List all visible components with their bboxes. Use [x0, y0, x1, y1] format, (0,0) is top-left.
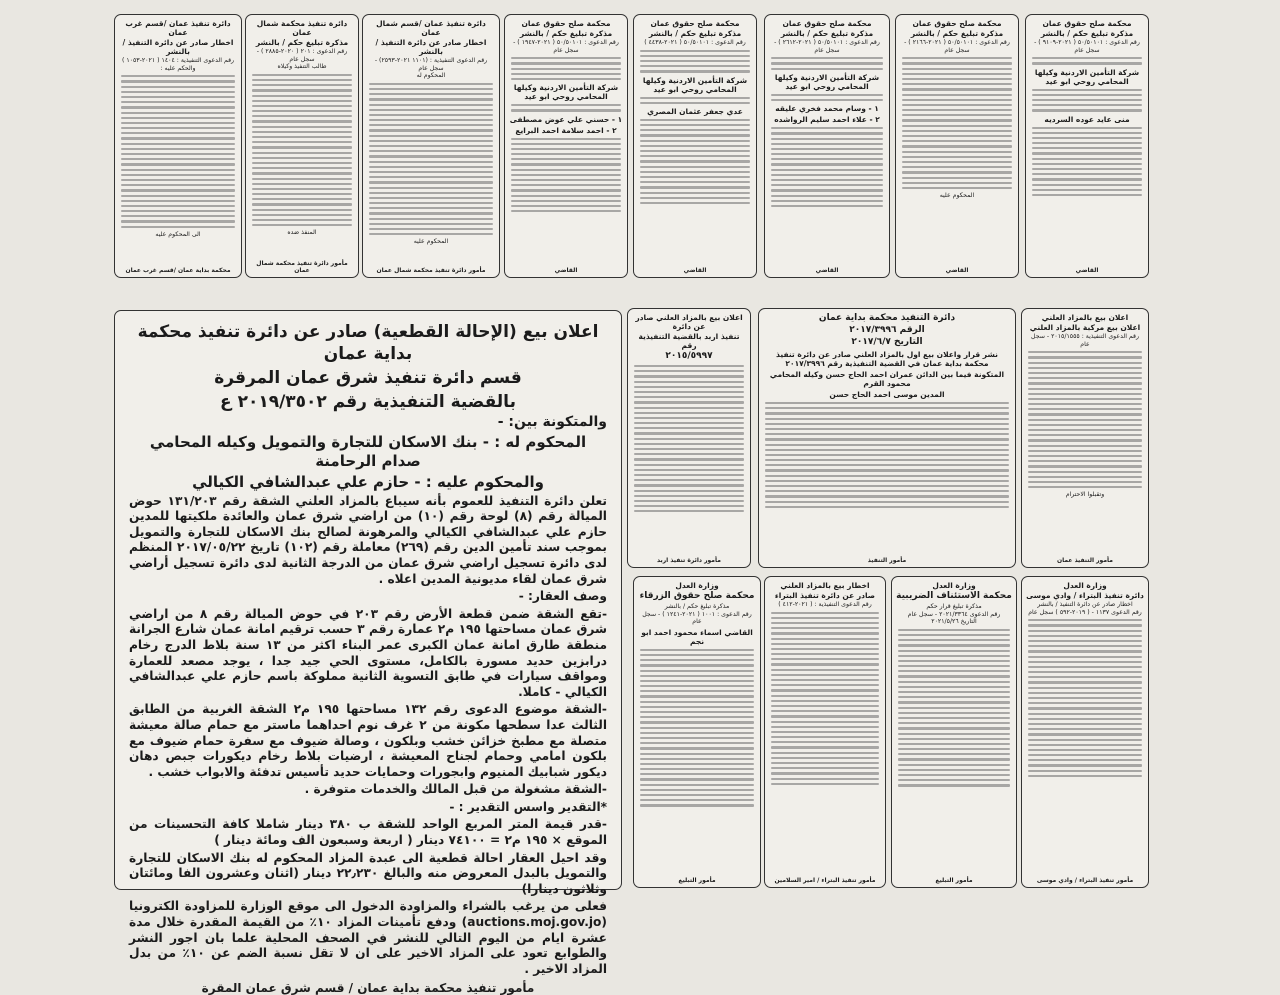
notice-title: اعلان بيع بالمزاد العلني: [1041, 313, 1129, 322]
notice-line: المحكوم عليه: [939, 192, 975, 200]
main-heading: اعلان بيع (الإحالة القطعية) صادر عن دائرة تنفيذ محكمة بداية عمان: [137, 322, 599, 364]
notice-signature: القاضي: [1075, 267, 1099, 274]
main-subheading: قسم دائرة تنفيذ شرق عمان المرقرة: [214, 368, 522, 388]
notice-signature: القاضي: [815, 267, 839, 274]
plaintiff-line: المحكوم له : - بنك الاسكان للتجارة والتمويل وكيله المحامي صدام الرحامنة: [149, 432, 587, 470]
notice-top-1: [114, 14, 242, 278]
case-number: ٢٠١٥/٥٩٩٧: [665, 351, 713, 361]
notice-top-8: [1025, 14, 1149, 278]
body-text: [769, 94, 885, 101]
case-number: رقم الدعوى : ٥٠/٥٠١٠١ ( ٢٠٢١-٩١٠٩ ) - سجل عام: [1034, 39, 1140, 54]
notice-paragraph: فعلى من يرغب بالشراء والمزاودة الدخول الى موقع الوزارة للمزاودة الكترونيا (auctions.moj.gov.jo) ودفع تأمينات المزاد ١٠٪ من القيمة المقدرة خلال مدة عشرة ايام من اليوم التالي للنشر في الصحف المحلية علما بان اجور النشر والطوابع تعود على المزاد الاخير على ان لا تقل نسبة الضم عن ١٠٪ من بدل المزاد الاخير .: [129, 899, 607, 976]
notice-summary: نشر قرار واعلان بيع اول بالمزاد العلني صادر عن دائرة تنفيذ محكمة بداية عمان في القضية التنفيذية رقم ٢٠١٧/٣٩٩٦: [776, 350, 998, 368]
case-number: رقم الدعوى : ٥٠/٥٠١٠١ ( ٢٠٢١-١٩٤٧ ) - سجل عام: [513, 39, 619, 54]
notice-paragraph: -الشقة موضوع الدعوى رقم ١٣٢ مساحتها ١٩٥ م٢ الشقة الغربية من الطابق الثالث عدا سطحها مكونة من ٢ غرف نوم احداهما ماستر مع حمام صالة معيشة متصلة مع مطبخ خزائن خشب وبلكون ، وصالة ضيوف مع سفرة حمام ضيوف مع بلكون امامي وحمام لجناح المعيشة ، ارضيات بلاط رخام ديكورات جبص دهان ديكور شبابيك المنيوم وابجورات وحمايات حديد تأسيس تدفئة والابواب خشب .: [129, 702, 608, 779]
notice-subtitle: اخطار صادر عن دائرة التنفيذ / بالنشر: [375, 38, 487, 56]
notice-title: اعلان بيع بالمزاد العلني صادر عن دائرة: [635, 313, 743, 331]
body-text: [769, 57, 885, 70]
body-text: [250, 74, 354, 227]
body-text: [900, 57, 1014, 189]
body-text: [638, 50, 752, 73]
case-number: رقم الدعوى : ٥٠/٥٠١٠١ ( ٢٠٢١-٢٦١٢ ) - سجل عام: [774, 39, 880, 54]
case-number: رقم الدعوى التنفيذية : (١١٠١ ٢٠٢١-٢٥٩٣) - سجل عام: [374, 57, 488, 72]
notice-subtitle: اخطار صادر عن دائرة التنفيذ / بالنشر: [122, 38, 234, 56]
notice-signature: مأمور التنفيذ عمان: [1056, 557, 1113, 564]
notice-top-5: [633, 14, 757, 278]
notice-zarqa: [633, 576, 761, 888]
notice-line: والحكم عليه :: [160, 64, 196, 72]
notice-title: محكمة صلح حقوق عمان: [912, 19, 1002, 28]
body-text: [638, 97, 752, 104]
notice-paragraph: -قدر قيمة المتر المربع الواحد للشقة ب ٣٨٠ دينار شاملا كافة التحسينات من الموقع × ١٩٥ م٢ = ٧٤١٠٠ دينار ( اربعة وسبعون الف ومائة دينار ): [129, 817, 607, 848]
notice-title: وزارة العدل: [1063, 581, 1107, 590]
plaintiff-name: شركة التأمين الاردنية وكيلها المحامي روحي ابو عيد: [513, 83, 619, 102]
notice-subtitle: مذكرة تبليغ حكم / بالنشر: [780, 29, 874, 38]
notice-title: دائرة تنفيذ عمان /قسم غرب عمان: [125, 19, 231, 37]
defendant-name: ١ - حسني علي عوض مصطفى: [509, 114, 623, 124]
parties-line: المتكونة فيما بين الدائن عمران احمد الحاج حسن وكيله المحامي محمود القرم: [769, 370, 1005, 388]
case-number: رقم الدعوى : ٥٠/٥٠١٠١ ( ٢٠٢١-٤٤٣٨ ): [644, 39, 746, 46]
notice-type: مذكرة تبليغ حكم / بالنشر: [664, 603, 730, 610]
case-number: بالقضية التنفيذية رقم ٢٠١٩/٣٥٠٢ ع: [220, 392, 516, 412]
body-text: [1026, 619, 1144, 777]
property-description-heading: وصف العقار: -: [518, 589, 607, 604]
notice-subtitle: تنفيذ اربد بالقضية التنفيذية رقم: [638, 332, 740, 350]
defendant-name: عدي جعفر عثمان المصري: [647, 106, 743, 116]
notice-line: المنفذ ضده: [287, 229, 317, 237]
plaintiff-name: شركة التأمين الاردنية وكيلها المحامي روحي ابو عيد: [1034, 67, 1140, 86]
body-text: [896, 629, 1012, 787]
body-text: [1030, 89, 1144, 112]
notice-signature: مأمور تنفيذ محكمة بداية عمان / قسم شرق عمان المقرة: [201, 981, 535, 995]
notice-subtitle: مذكرة تبليغ حكم / بالنشر: [910, 29, 1004, 38]
sale-notice-main: [114, 310, 622, 995]
notice-subtitle: محكمة صلح حقوق الزرقاء: [639, 591, 755, 601]
notice-line: طالب التنفيذ وكيلاه: [277, 63, 327, 71]
valuation-heading: *التقدير واسس التقدير : -: [449, 799, 607, 814]
notice-signature: محكمة بداية عمان /قسم غرب عمان: [125, 267, 231, 274]
notice-vehicle-sale: [1021, 308, 1149, 568]
notice-line: الى المحكوم عليه: [155, 230, 201, 238]
notice-subtitle: دائرة تنفيذ البتراء / وادي موسى: [1026, 591, 1144, 600]
debtor-line: المدين موسى احمد الحاج حسن: [829, 390, 945, 399]
body-text: [638, 119, 752, 204]
notice-signature: القاضي: [683, 267, 707, 274]
notice-signature: مأمور التنفيذ: [867, 557, 907, 564]
notice-subtitle: اعلان بيع مركبة بالمزاد العلني: [1029, 323, 1141, 332]
notice-title: دائرة التنفيذ محكمة بداية عمان: [818, 313, 956, 323]
notice-subtitle: مذكرة تبليغ حكم / بالنشر: [519, 29, 613, 38]
notice-subtitle: مذكرة تبليغ حكم / بالنشر: [1040, 29, 1134, 38]
case-number: رقم الدعوى : ١٠٠١ ( ٢٠٢١-١٢٤١ ) - سجل عام: [642, 610, 752, 626]
body-text: [509, 57, 623, 80]
case-number: رقم الدعوى : ٥٠/٥٠١٠١ ( ٢٠٢١-٢١٦٦ ) - سجل عام: [904, 39, 1010, 54]
defendant-name: ٢ - علاء احمد سليم الرواشده: [774, 115, 880, 125]
notice-petra-1: [764, 576, 886, 888]
notice-amman-first-instance: [758, 308, 1016, 568]
body-text: [1026, 351, 1144, 488]
notice-subtitle: مذكرة تبليغ حكم / بالنشر: [648, 29, 742, 38]
notice-title: محكمة صلح حقوق عمان: [650, 19, 740, 28]
notice-signature: مأمور دائرة تنفيذ محكمة شمال عمان: [376, 267, 486, 274]
notice-title: محكمة صلح حقوق عمان: [1042, 19, 1132, 28]
notice-type: اخطار صادر عن دائرة التنفيذ / بالنشر: [1037, 601, 1133, 608]
notice-top-3: [362, 14, 500, 278]
parties-intro: والمتكونة بين: -: [497, 414, 607, 430]
notice-signature: مأمور تنفيذ البتراء / امير السلامين: [774, 877, 876, 884]
case-number: رقم الدعوى التنفيذية : ٢٠١٥/١٥٥٥ - سجل عام: [1031, 333, 1139, 348]
notice-signature: مأمور التبليغ: [935, 877, 973, 884]
body-text: [509, 104, 623, 111]
defendant-name: ٢ - احمد سلامة احمد البرايع: [515, 125, 617, 135]
notice-top-7: [895, 14, 1019, 278]
notice-paragraph: تعلن دائرة التنفيذ للعموم بأنه سيباع بالمزاد العلني الشقة رقم ١٣١/٢٠٣ حوض الميالة رقم (٨) لوحة رقم (١٠) من اراضي شرق عمان والعائدة ملكيتها للمدين حازم علي عبدالشافي الكيالي والمرهونة لصالح بنك الاسكان للتجارة والتمويل بموجب سند تأمين الدين رقم (٢٦٩) معاملة رقم (١٠٢) تاريخ ٢٠١٧/٠٥/٢٢ المنظم لدى دائرة تسجيل اراضي شرق عمان من الدرجة الثانية لدى دائرة تسجيل أراضي شرق عمان لقاء مديونية المدين اعلاه .: [129, 493, 608, 586]
notice-subtitle: محكمة الاستئناف الضريبية: [896, 591, 1012, 601]
body-text: [632, 365, 746, 512]
notice-signature: مأمور دائرة تنفيذ اربد: [657, 557, 721, 564]
notice-top-4: [504, 14, 628, 278]
notice-title: دائرة تنفيذ عمان /قسم شمال عمان: [376, 19, 486, 37]
notice-tax-appeal: [891, 576, 1017, 888]
case-number: الرقم ٢٠١٧/٣٩٩٦: [849, 325, 925, 335]
notice-type: مذكرة تبليغ قرار حكم: [926, 603, 982, 610]
notice-top-2: [245, 14, 359, 278]
notice-title: اخطار بيع بالمزاد العلني: [780, 581, 870, 590]
plaintiff-name: شركة التأمين الاردنية وكيلها المحامي روحي ابو عيد: [774, 72, 880, 91]
notice-top-6: [764, 14, 890, 278]
notice-irbid-sale: [627, 308, 751, 568]
notice-signature: مأمور التبليغ: [678, 877, 716, 884]
notice-signature: مأمور دائرة تنفيذ محكمة شمال عمان: [256, 260, 348, 274]
notice-line: المحكوم له: [416, 72, 446, 80]
notice-line: المحكوم عليه: [413, 238, 449, 246]
notice-line: وتقبلوا الاحترام: [1065, 491, 1105, 499]
case-number: رقم الدعوى ٢٠٢١/٣٣٦٤ - سجل عام: [907, 610, 1001, 618]
body-text: [638, 649, 756, 807]
notice-signature: القاضي: [554, 267, 578, 274]
case-number: رقم الدعوى ١١٣٧ - ( ٢٠١٩-٥٩٢ ) سجل عام: [1028, 608, 1142, 616]
notice-date: التاريخ ٢٠١٧/٦/٧: [851, 337, 923, 347]
defendant-name: منى عايد عوده السرديه: [1044, 114, 1130, 124]
notice-wadi-musa: [1021, 576, 1149, 888]
judge-name: القاضي اسماء محمود احمد ابو نجم: [641, 627, 753, 646]
notice-subtitle: مذكرة تبليغ حكم / بالنشر: [255, 38, 349, 47]
notice-paragraph: وقد احيل العقار احالة قطعية الى عبدة المزاد المحكوم له بنك الاسكان للتجارة والتمويل بالبدل المعروض منه والبالغ ٢٢٫٢٣٠ دينار (اثنان وعشرون الفا ومائتان وثلاثون دينارا): [129, 850, 607, 896]
body-text: [119, 75, 237, 228]
notice-signature: مأمور تنفيذ البتراء / وادي موسى: [1036, 877, 1134, 884]
notice-title: دائرة تنفيذ محكمة شمال عمان: [256, 19, 348, 37]
case-number: رقم الدعوى التنفيذية : ( ٢٠٢١-٤١٢ ): [778, 601, 872, 608]
body-text: [769, 127, 885, 207]
notice-paragraph: -تقع الشقة ضمن قطعة الأرض رقم ٢٠٣ في حوض الميالة رقم ٨ من اراضي شرق عمان مساحتها ١٩٥ م٢ عمارة رقم ٣ حسب ترقيم امانة عمان شارع الجرانة منطقة طارق امانة عمان الكبرى عمر البناء اكثر من ١٣ سنة بلاط الدرج رخام درابزين حديد مسورة بالكامل، مستوى الحي جيد جدا ، يوجد مصعد للعمارة ومواقف سيارات في طابق التسوية الثانية مملوكة باسم حازم علي عبدالشافي الكيالي - كاملا.: [129, 606, 608, 699]
body-text: [367, 83, 495, 236]
body-text: [1030, 57, 1144, 64]
body-text: [509, 138, 623, 213]
notice-title: وزارة العدل: [932, 581, 976, 590]
body-text: [769, 612, 881, 785]
defendant-name: ١ - وسام محمد فخري عليقه: [775, 104, 879, 114]
notice-title: محكمة صلح حقوق عمان: [782, 19, 872, 28]
notice-date: التاريخ ٢٠٢١/٥/٢٦: [931, 618, 977, 626]
defendant-line: والمحكوم عليه : - حازم علي عبدالشافي الكيالي: [192, 472, 544, 491]
notice-subtitle: صادر عن دائرة تنفيذ البتراء: [774, 591, 876, 600]
body-text: [1030, 127, 1144, 197]
notice-title: وزارة العدل: [675, 581, 719, 590]
notice-title: محكمة صلح حقوق عمان: [521, 19, 611, 28]
plaintiff-name: شركة التأمين الاردنية وكيلها المحامي روحي ابو عيد: [642, 75, 748, 94]
case-number: رقم الدعوى : ٢٠١ ( ٢٠٢٠-٢٨٨٥ ) - سجل عام: [256, 48, 348, 63]
notice-paragraph: -الشقة مشغولة من قبل المالك والخدمات متوفرة .: [304, 782, 607, 797]
case-number: رقم الدعوى التنفيذية : ١٤٠٤ ( ٢٠٢١-١٠٥٣ ): [121, 57, 235, 64]
notice-signature: القاضي: [945, 267, 969, 274]
body-text: [763, 402, 1011, 508]
